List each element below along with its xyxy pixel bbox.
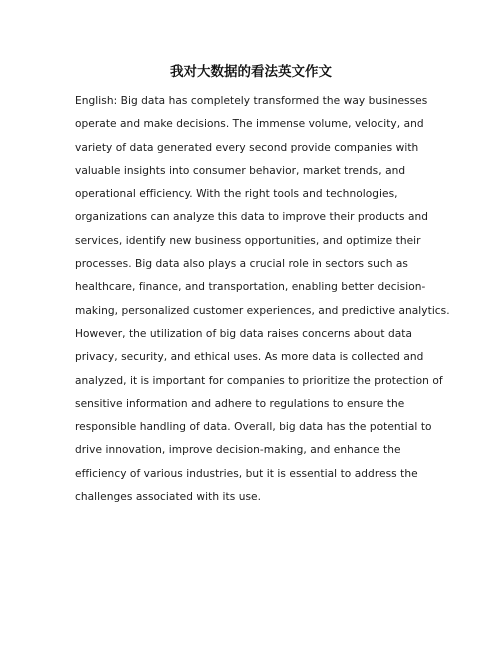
body-paragraph <box>75 90 450 509</box>
paragraph-line: analyzed, it is important for companies to prioritize the protection of <box>75 374 443 387</box>
paragraph-line: organizations can analyze this data to improve their products and <box>75 211 429 224</box>
paragraph-line: However, the utilization of big data raises concerns about data <box>75 327 413 340</box>
paragraph-line: valuable insights into consumer behavior, market trends, and <box>75 164 406 177</box>
paragraph-line: making, personalized customer experiences, and predictive analytics. <box>75 304 450 317</box>
paragraph-line: challenges associated with its use. <box>75 491 262 504</box>
paragraph-line: operational efficiency. With the right tools and technologies, <box>75 188 398 201</box>
paragraph-line: healthcare, finance, and transportation, enabling better decision- <box>75 281 426 294</box>
paragraph-line: sensitive information and adhere to regulations to ensure the <box>75 397 405 410</box>
paragraph-line: responsible handling of data. Overall, big data has the potential to <box>75 421 432 434</box>
paragraph-line: drive innovation, improve decision-making, and enhance the <box>75 444 401 457</box>
paragraph-line: services, identify new business opportunities, and optimize their <box>75 234 421 247</box>
document-title: 我对大数据的看法英文作文 <box>170 64 332 80</box>
paragraph-line: English: Big data has completely transformed the way businesses <box>75 95 428 107</box>
paragraph-line: efficiency of various industries, but it is essential to address the <box>75 467 418 480</box>
paragraph-line: privacy, security, and ethical uses. As more data is collected and <box>75 351 424 364</box>
paragraph-line: variety of data generated every second provide companies with <box>75 141 419 154</box>
paragraph-line: processes. Big data also plays a crucial role in sectors such as <box>75 258 409 271</box>
paragraph-line: operate and make decisions. The immense volume, velocity, and <box>75 118 424 131</box>
